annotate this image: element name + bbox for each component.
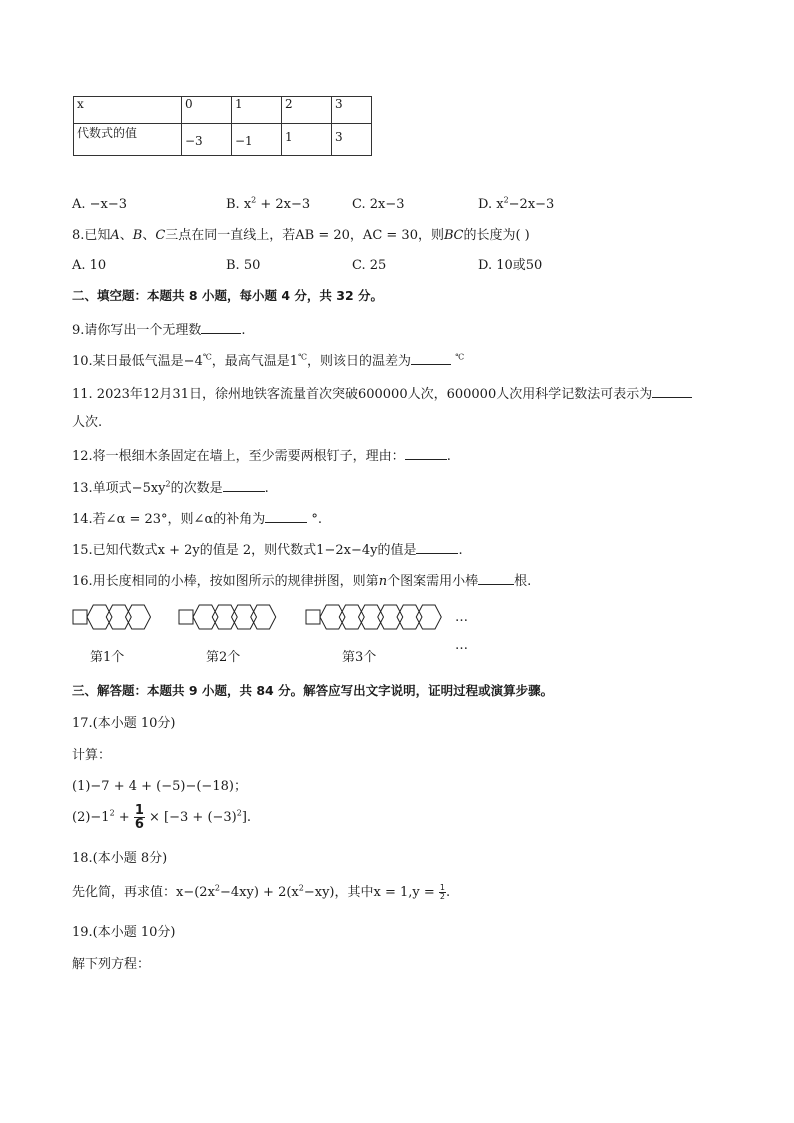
figure-label-2: 第2个 [206,650,241,665]
q11-text-line2: 人次. [72,415,103,430]
q9-text: 9.请你写出一个无理数 . [72,323,246,338]
table-cell: 1 [282,124,332,156]
hexagon [232,605,257,629]
hexagon [378,605,403,629]
figure-ellipsis-2: … [455,638,468,653]
q19-heading: 19.(本小题 10分) [72,925,176,940]
table-cell: −3 [182,124,232,156]
hexagon [106,605,131,629]
figure-label-1: 第1个 [90,650,125,665]
q19-intro: 解下列方程： [72,957,151,972]
table-cell: 2 [282,97,332,124]
pattern-2 [179,605,276,629]
value-table [73,96,372,156]
pattern-1 [73,605,151,629]
square [73,610,87,624]
hexagon [397,605,422,629]
fraction-one-half: $\frac{1}{2}$ [439,883,445,901]
q8-option-c: C. 25 [352,258,387,273]
answer-blank[interactable] [405,447,447,460]
answer-blank[interactable] [416,541,458,554]
hexagon [339,605,364,629]
table-cell: 3 [332,97,372,124]
q8-option-a: A. 10 [72,258,107,273]
section3-heading: 三、解答题：本题共 9 小题，共 84 分。解答应写出文字说明，证明过程或演算步骤。 [72,683,554,698]
q11-text: 11. 2023年12月31日，徐州地铁客流量首次突破600000人次，600000人次用科学记数法可表示为 [72,385,692,401]
hexagon [320,605,345,629]
hexagon [416,605,441,629]
q7-option-c: C. 2x−3 [352,197,405,212]
section2-heading: 二、填空题：本题共 8 小题，每小题 4 分，共 32 分。 [72,288,384,303]
square [306,610,320,624]
q12-text: 12.将一根细木条固定在墙上，至少需要两根钉子，理由： . [72,449,451,464]
q17-intro: 计算： [72,748,112,763]
q17-part2: $(2)-1^2$ + $\frac{1}{6}$ × $[-3 + (-3)^2]$. [72,803,252,832]
q16-text: 16.用长度相同的小棒，按如图所示的规律拼图，则第𝑛个图案需用小棒 根. [72,574,532,589]
answer-blank[interactable] [652,385,692,398]
table-cell: −1 [232,124,282,156]
answer-blank[interactable] [265,510,307,523]
hexagon [126,605,151,629]
hexagon [87,605,112,629]
q8-option-d: D. 10或50 [478,258,543,273]
table-row [74,124,372,156]
q17-part1: (1)−7 + 4 + (−5)−(−18)； [72,779,247,794]
table-cell: 0 [182,97,232,124]
q15-text: 15.已知代数式x + 2y的值是 2，则代数式1−2x−4y的值是 . [72,543,463,558]
square [179,610,193,624]
table-cell: 3 [332,124,372,156]
answer-blank[interactable] [201,321,241,334]
stick-pattern-figure-detail [0,600,794,680]
q8-text: 8.已知𝐴、𝐵、𝐶三点在同一直线上，若AB = 20，AC = 30，则𝐵𝐶的长度为( ) [72,228,530,243]
hexagon [193,605,218,629]
q7-option-d: D. $x^2-2x-3$ [478,195,555,212]
q10-text: 10.某日最低气温是−4℃，最高气温是1℃，则该日的温差为 ℃ [72,352,465,369]
table-header-x: x [74,97,182,124]
q7-option-a: A. −x−3 [72,197,128,212]
pattern-3 [306,605,441,629]
table-cell: 1 [232,97,282,124]
figure-ellipsis-1: … [455,610,468,625]
q14-text: 14.若∠α = 23°，则∠α的补角为 °. [72,512,322,527]
q13-text: 13.单项式$-5xy^2$的次数是 . [72,479,269,496]
fraction-one-sixth: $\frac{1}{6}$ [134,803,144,832]
q8-option-b: B. 50 [226,258,261,273]
table-row-label: 代数式的值 [74,124,182,156]
hexagon [212,605,237,629]
q17-heading: 17.(本小题 10分) [72,716,176,731]
answer-blank[interactable] [478,572,514,585]
answer-blank[interactable] [223,479,265,492]
answer-blank[interactable] [411,352,451,365]
q18-text: 先化简，再求值：$x-(2x^2-4xy) + 2(x^2-xy)$，其中x = 1,y = $\frac{1}{2}$ . [72,883,451,901]
q7-option-b: B. $x^2 + 2x-3$ [226,195,311,212]
figure-label-3: 第3个 [342,650,377,665]
hexagon [359,605,384,629]
hexagon [251,605,276,629]
q18-heading: 18.(本小题 8分) [72,851,168,866]
table-row [74,97,372,124]
